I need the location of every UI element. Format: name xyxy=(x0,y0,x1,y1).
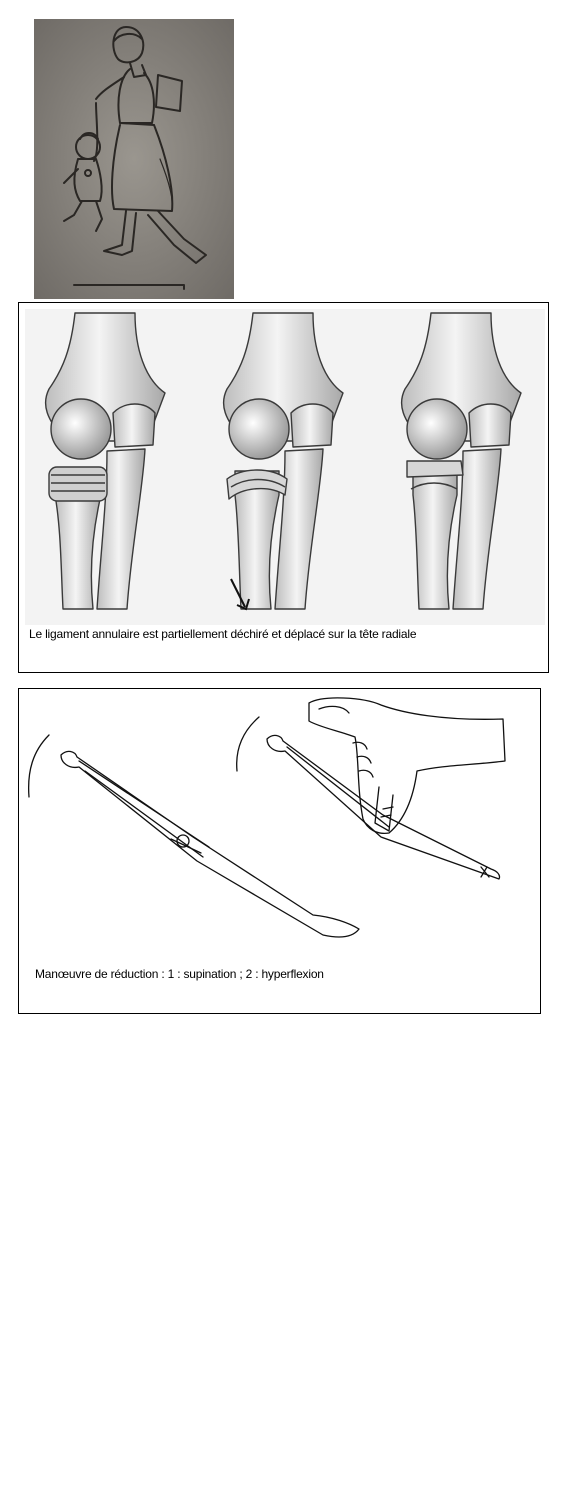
ligament-figure xyxy=(18,302,549,673)
ligament-caption: Le ligament annulaire est partiellement déchiré et déplacé sur la tête radiale xyxy=(29,627,417,641)
sketch-photo xyxy=(34,19,234,299)
elbow-illustrations xyxy=(25,309,545,625)
forearm-illustrations xyxy=(23,691,535,951)
reduction-caption: Manœuvre de réduction : 1 : supination ; 2 : hyperflexion xyxy=(35,967,324,981)
reduction-figure xyxy=(18,688,541,1014)
